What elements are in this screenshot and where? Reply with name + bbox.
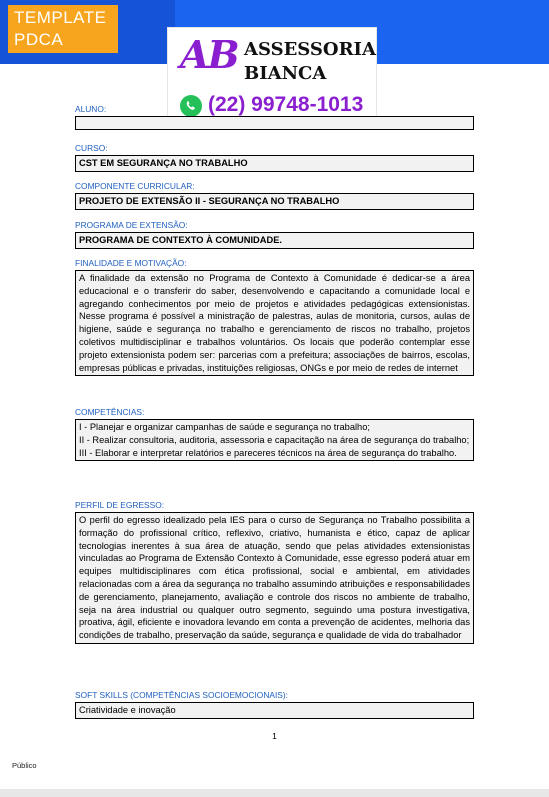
logo-name-line2: BIANCA <box>244 63 327 84</box>
field-label: COMPETÊNCIAS: <box>75 407 145 417</box>
aluno-input[interactable] <box>75 116 474 130</box>
template-badge-line1: TEMPLATE <box>14 8 107 27</box>
field-programa <box>75 220 474 249</box>
list-item: I - Planejar e organizar campanhas de saúde e segurança no trabalho; <box>79 422 370 432</box>
page-number: 1 <box>272 731 277 741</box>
field-value: Criatividade e inovação <box>75 702 474 719</box>
field-label: COMPONENTE CURRICULAR: <box>75 181 195 191</box>
field-curso <box>75 143 474 172</box>
logo-initials: AB <box>180 32 238 77</box>
field-value: PROGRAMA DE CONTEXTO À COMUNIDADE. <box>75 232 474 249</box>
field-competencias <box>75 407 474 461</box>
field-finalidade <box>75 258 474 376</box>
field-value: CST EM SEGURANÇA NO TRABALHO <box>75 155 474 172</box>
field-value: O perfil do egresso idealizado pela IES para o curso de Segurança no Trabalho possibilita a formação do profissional crítico, reflexivo, criativo, humanista e ético, capaz de aplicar tecnologias inerentes à sua área de atuação, sendo que pelas atividades extensionistas vinculadas ao Programa de Extensão Contexto à Comunidade, esse egresso poderá atuar em equipes multidisciplinares com ética profissional, social e ambiental, em atividades relacionadas com a área da segurança no trabalho assumindo atribuições e responsabilidades de gerenciamento, planejamento, avaliação e controle dos riscos no ambiente de trabalho, seja na área industrial ou qualquer outro segmento, seguindo uma postura investigativa, proativa, ágil, eficiente e inovadora levando em conta a prevenção de acidentes, melhoria das condições de trabalho, preservação da saúde, segurança e qualidade de vida do trabalhador <box>75 512 474 644</box>
list-item: III - Elaborar e interpretar relatórios e pareceres técnicos na área de segurança do trabalho. <box>79 447 457 458</box>
field-label: PERFIL DE EGRESSO: <box>75 500 165 510</box>
field-aluno <box>75 104 474 130</box>
template-badge <box>8 5 118 53</box>
field-label: PROGRAMA DE EXTENSÃO: <box>75 220 188 230</box>
field-label: FINALIDADE E MOTIVAÇÃO: <box>75 258 187 268</box>
bottom-strip <box>0 789 549 797</box>
field-label: SOFT SKILLS (COMPETÊNCIAS SOCIOEMOCIONAIS): <box>75 690 288 700</box>
field-value: A finalidade da extensão no Programa de Contexto à Comunidade é dedicar-se a área educacional e o transferir do saber, desenvolvendo e capacitando a comunidade local e agregando conhecimentos por meio de projetos e atividades pedagógicas extensionistas. Nesse programa é possível a ministração de palestras, aulas de monitoria, cursos, aulas de higiene, saúde e segurança no trabalho e gerenciamento de riscos no trabalho, projetos coletivos multidisciplinar e trabalhos voluntários. Os locais que poderão contemplar esse projeto extensionista podem ser: parcerias com a prefeitura; associações de bairros, escolas, empresas públicas e privadas, instituições religiosas, ONGs e por meio de redes de internet <box>75 270 474 376</box>
template-badge-line2: PDCA <box>14 30 64 49</box>
logo-name-line1: ASSESSORIA <box>244 39 376 60</box>
field-componente <box>75 181 474 210</box>
field-soft-skills <box>75 690 474 719</box>
competencias-list <box>75 419 474 461</box>
field-label: CURSO: <box>75 143 108 153</box>
field-perfil <box>75 500 474 644</box>
logo-phone: (22) 99748-1013 <box>208 93 364 116</box>
classification-label: Público <box>12 761 37 770</box>
list-item: II - Realizar consultoria, auditoria, assessoria e capacitação na área de segurança do trabalho; <box>79 434 470 445</box>
field-label: ALUNO: <box>75 104 107 114</box>
logo-name <box>244 38 376 86</box>
field-value: PROJETO DE EXTENSÃO II - SEGURANÇA NO TRABALHO <box>75 193 474 210</box>
